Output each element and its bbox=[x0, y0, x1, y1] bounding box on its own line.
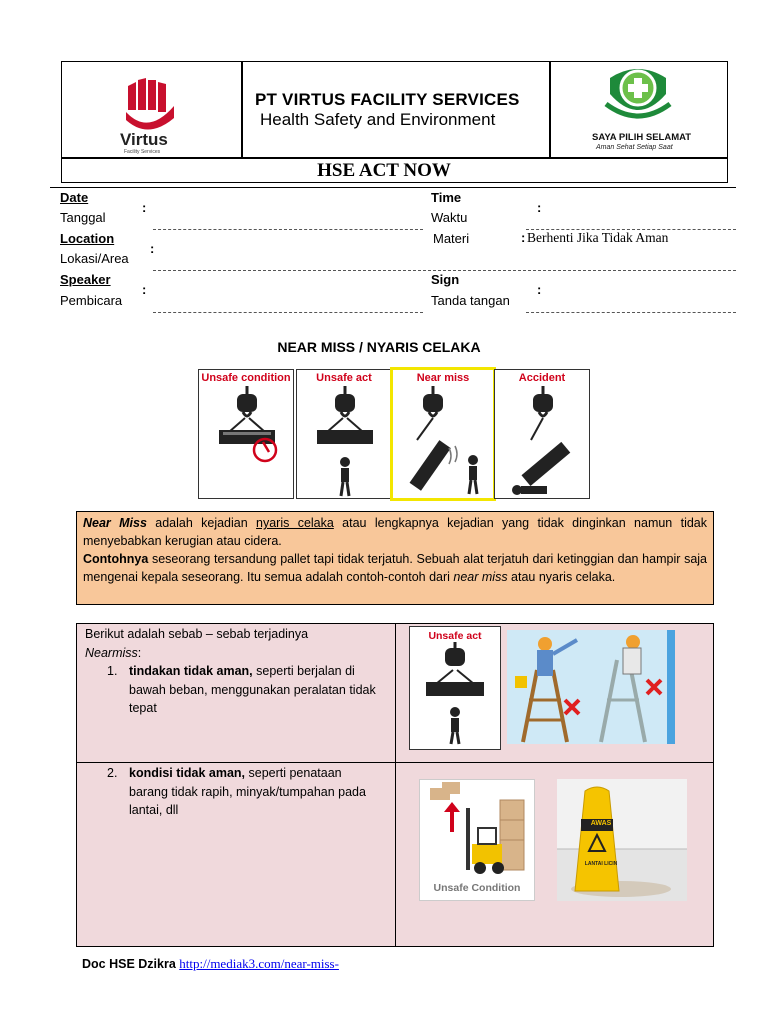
date-label-id: Tanggal bbox=[60, 210, 106, 225]
sign-label-id: Tanda tangan bbox=[431, 293, 510, 308]
unsafe-act-image: Unsafe act bbox=[409, 626, 501, 750]
wet-floor-sign-icon bbox=[557, 779, 687, 901]
causes-cell-1: Berikut adalah sebab – sebab terjadinya Nearmiss: 1. tindakan tidak aman, seperti berjalan di bawah beban, menggunakan peralatan tidak tepat bbox=[85, 627, 376, 715]
location-label: Location bbox=[60, 231, 115, 246]
forklift-illustration bbox=[420, 780, 534, 880]
sign-field[interactable] bbox=[526, 312, 736, 313]
safety-logo: SAYA PILIH SELAMAT Aman Sehat Setiap Saat bbox=[588, 64, 688, 156]
falling-load-icon bbox=[393, 386, 493, 498]
panel-near-miss: Near miss bbox=[390, 367, 496, 501]
term-near-miss: Near Miss bbox=[83, 516, 147, 530]
crane-person-icon bbox=[297, 386, 393, 498]
wet-floor-image: AWAS LANTAI LICIN bbox=[557, 779, 687, 901]
time-label: Time bbox=[431, 190, 462, 205]
materi-label: Materi bbox=[433, 231, 470, 246]
department-name: Health Safety and Environment bbox=[260, 110, 496, 129]
speaker-label-id: Pembicara bbox=[60, 293, 123, 308]
date-field[interactable] bbox=[153, 229, 423, 230]
panel-unsafe-act: Unsafe act bbox=[296, 369, 392, 499]
divider bbox=[50, 187, 736, 188]
speaker-field[interactable] bbox=[153, 312, 423, 313]
ladder-workers-image bbox=[507, 630, 675, 744]
virtus-logo: Virtus Facility Services bbox=[118, 78, 184, 156]
causes-cell-2: 2. kondisi tidak aman, seperti penataan barang tidak rapih, minyak/tumpahan pada lantai, dll bbox=[107, 766, 366, 817]
materi-value[interactable]: Berhenti Jika Tidak Aman bbox=[527, 230, 669, 245]
panel-accident: Accident bbox=[494, 369, 590, 499]
definition-box: Near Miss adalah kejadian nyaris celaka atau lengkapnya kejadian yang tidak dinginkan namun tidak menyebabkan kerugian atau cidera. Contohnya seseorang tersandung pallet tapi tidak terjatuh. Sebuah alat terjatuh dari ketinggian dan hampir saja mengenai kepala seseorang. Itu semua adalah contoh-contoh dari near miss atau nyaris celaka. bbox=[76, 511, 714, 605]
forklift-image: Unsafe Condition bbox=[419, 779, 535, 901]
section-title: NEAR MISS / NYARIS CELAKA bbox=[277, 339, 481, 355]
ladder-illustration bbox=[507, 630, 675, 744]
footer: Doc HSE Dzikra http://mediak3.com/near-miss- bbox=[82, 956, 339, 971]
speaker-label: Speaker bbox=[60, 272, 111, 287]
causes-table bbox=[76, 623, 714, 947]
crane-load-icon bbox=[199, 386, 295, 498]
time-label-id: Waktu bbox=[431, 210, 468, 225]
date-label: Date bbox=[60, 190, 89, 205]
form-title: HSE ACT NOW bbox=[317, 160, 451, 181]
company-name: PT VIRTUS FACILITY SERVICES bbox=[255, 90, 520, 109]
crane-person-icon bbox=[410, 642, 500, 746]
location-label-id: Lokasi/Area bbox=[60, 251, 129, 266]
accident-icon bbox=[495, 386, 591, 498]
panel-unsafe-condition: Unsafe condition bbox=[198, 369, 294, 499]
location-field[interactable] bbox=[153, 270, 736, 271]
source-link[interactable]: http://mediak3.com/near-miss- bbox=[179, 956, 339, 971]
sign-label: Sign bbox=[431, 272, 460, 287]
